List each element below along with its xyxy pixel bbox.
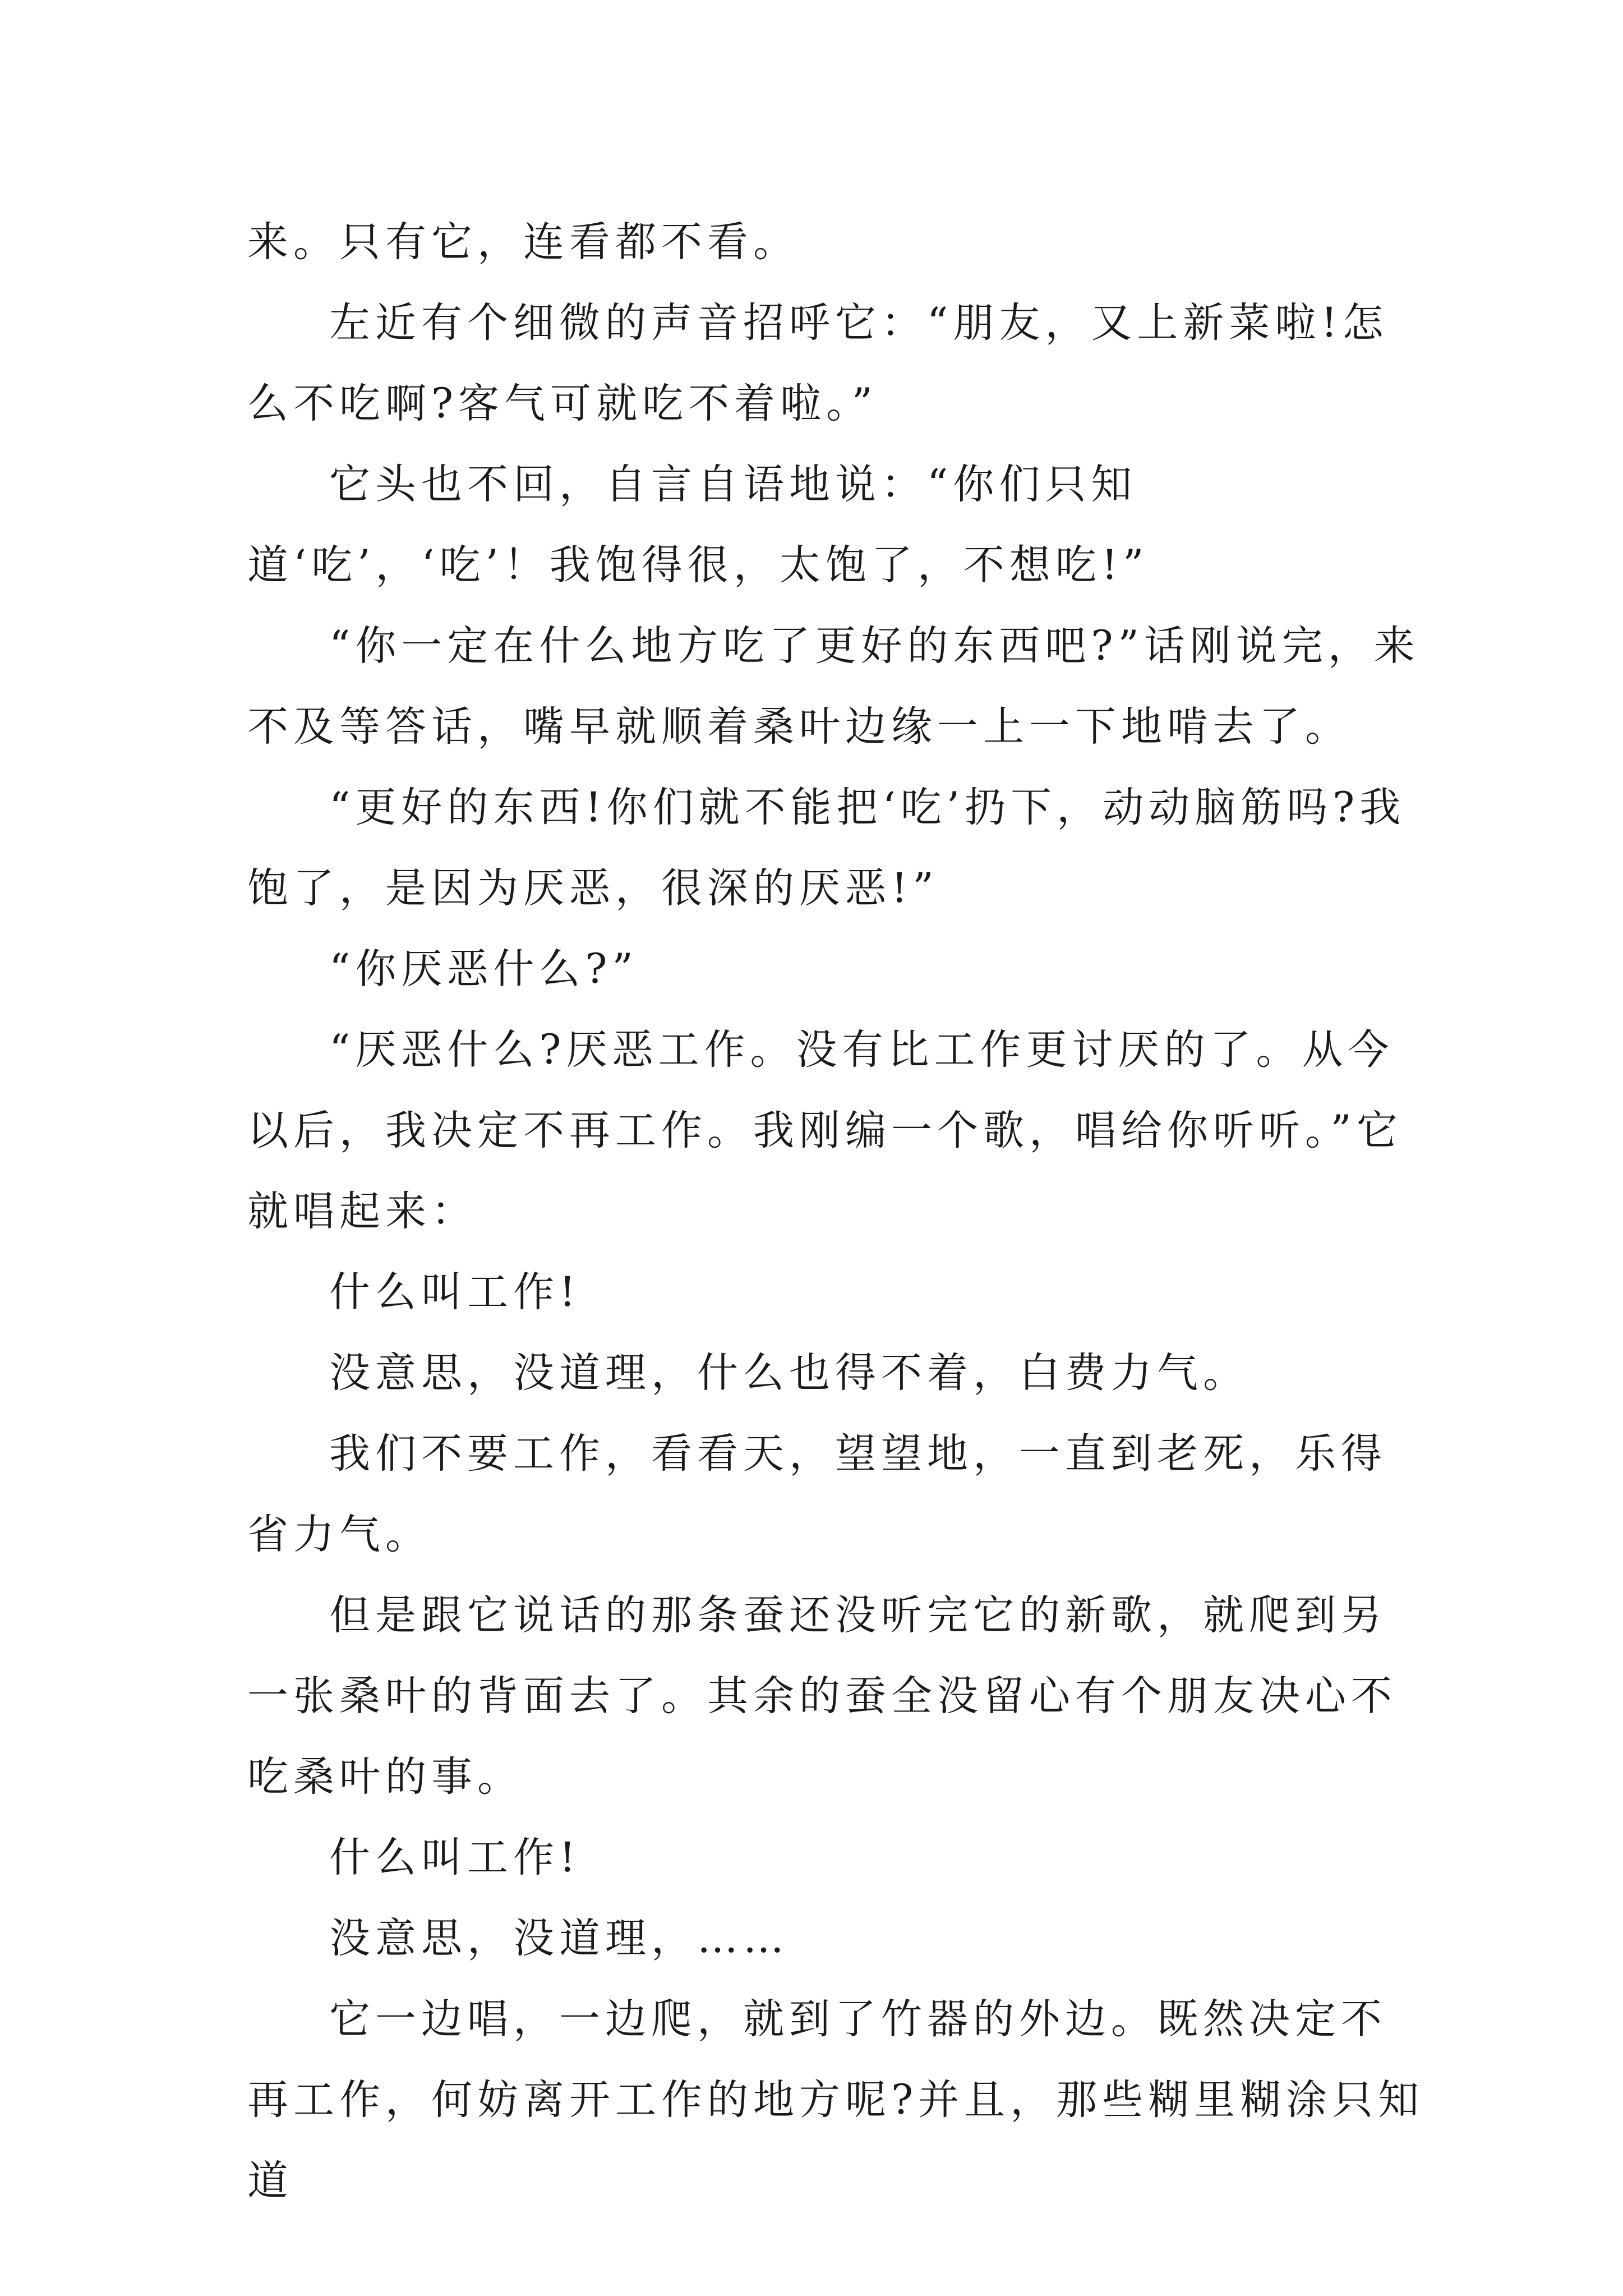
paragraph: 它头也不回，自言自语地说：“你们只知道‘吃’，‘吃’！我饱得很，太饱了，不想吃!” — [247, 461, 1149, 589]
paragraph: “厌恶什么?厌恶工作。没有比工作更讨厌的了。从今以后，我决定不再工作。我刚编一个歌，唱给你听听。”它就唱起来： — [247, 1026, 1403, 1235]
paragraph: 它一边唱，一边爬，就到了竹器的外边。既然决定不再工作，何妨离开工作的地方呢?并且，那些糊里糊涂只知道 — [247, 1995, 1424, 2205]
paragraph: “你一定在什么地方吃了更好的东西吧?”话刚说完，来不及等答话，嘴早就顺着桑叶边缘一上一下地啃去了。 — [247, 622, 1420, 751]
body-text — [247, 202, 1428, 2221]
paragraph: 但是跟它说话的那条蚕还没听完它的新歌，就爬到另一张桑叶的背面去了。其余的蚕全没留心有个朋友决心不吃桑叶的事。 — [247, 1591, 1397, 1801]
song-line: 我们不要工作，看看天，望望地，一直到老死，乐得省力气。 — [247, 1430, 1387, 1558]
song-line: 没意思，没道理，什么也得不着，白费力气。 — [329, 1349, 1249, 1397]
paragraph: 来。只有它，连看都不看。 — [247, 218, 799, 266]
song-line: 什么叫工作! — [329, 1834, 581, 1881]
song-line: 没意思，没道理，…… — [329, 1915, 789, 1962]
paragraph: “更好的东西!你们就不能把‘吃’扔下，动动脑筋吗?我饱了，是因为厌恶，很深的厌恶!” — [247, 784, 1406, 912]
song-line: 什么叫工作! — [329, 1268, 581, 1316]
paragraph: 左近有个细微的声音招呼它：“朋友，又上新菜啦!怎么不吃啊?客气可就吃不着啦。” — [247, 299, 1389, 427]
paragraph: “你厌恶什么?” — [329, 945, 638, 993]
